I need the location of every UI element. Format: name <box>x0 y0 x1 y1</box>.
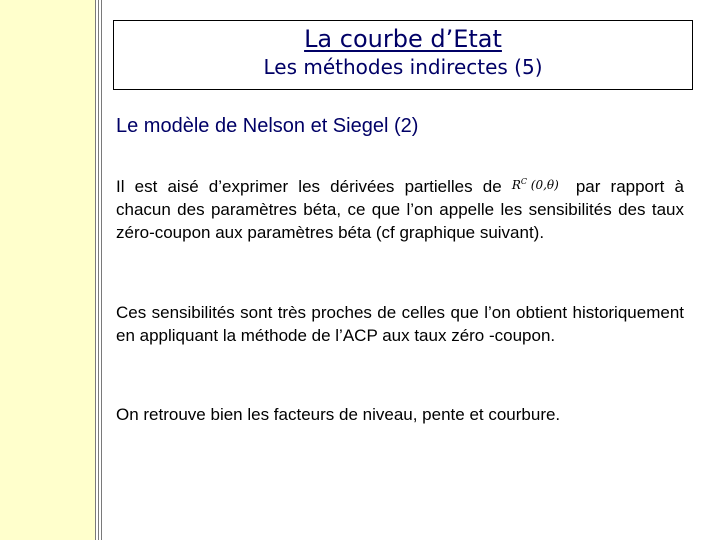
section-heading: Le modèle de Nelson et Siegel (2) <box>116 115 419 137</box>
left-decorative-bar <box>0 0 95 540</box>
vertical-rule <box>95 0 96 540</box>
vertical-rule <box>98 0 99 540</box>
formula-args: (0,θ) <box>526 178 559 192</box>
paragraph-derivatives <box>116 170 684 244</box>
formula-base: R <box>511 178 521 192</box>
paragraph-factors: On retrouve bien les facteurs de niveau, pente et courbure. <box>116 405 561 424</box>
page-title: La courbe d’Etat <box>304 25 502 53</box>
paragraph-text: Il est aisé d’exprimer les dérivées partielles de <box>116 177 512 196</box>
paragraph-text: par rapport à chacun des paramètres béta, ce que l’on appelle les sensibilités des taux zéro-coupon aux paramètres béta (cf graphique suivant). <box>116 177 684 242</box>
paragraph-sensitivities: Ces sensibilités sont très proches de celles que l’on obtient historiquement en appliquant la méthode de l’ACP aux taux zéro -coupon. <box>116 303 684 345</box>
page-subtitle: Les méthodes indirectes (5) <box>263 55 543 79</box>
vertical-rule <box>101 0 102 540</box>
title-box <box>113 20 693 90</box>
formula-superscript: C <box>520 177 527 186</box>
formula-rc <box>512 170 576 197</box>
